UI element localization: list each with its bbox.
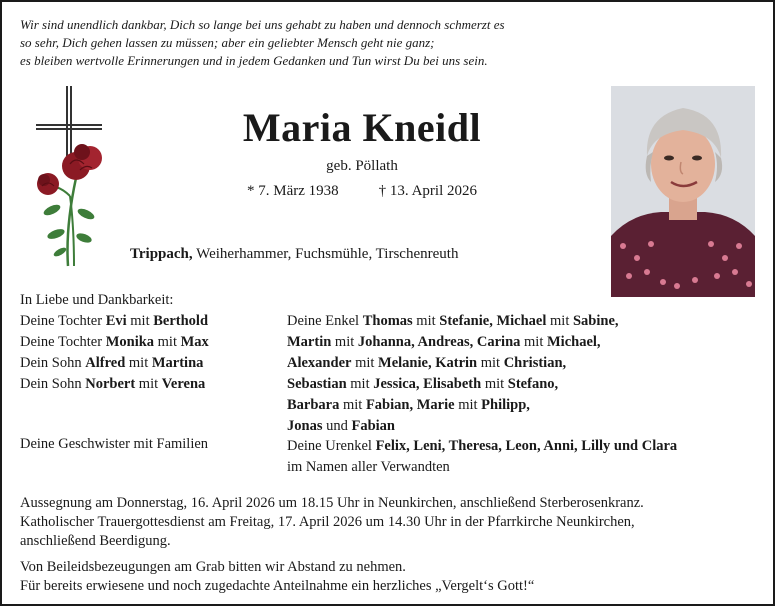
list-item xyxy=(287,311,619,332)
grandchild-name: Thomas xyxy=(362,313,413,329)
deceased-name: Maria Kneidl xyxy=(242,105,482,150)
list-item xyxy=(287,416,619,437)
poem-line: Wir sind unendlich dankbar, Dich so lange bei uns gehabt zu haben und dennoch schmerzt es xyxy=(20,17,505,32)
grandchild-name: Jessica, Elisabeth xyxy=(373,376,482,392)
joiner: mit xyxy=(130,313,150,329)
joiner: mit xyxy=(138,376,159,392)
list-item xyxy=(287,374,619,395)
life-dates xyxy=(152,183,572,200)
grandchild-name: Johanna, Andreas, Carina xyxy=(357,334,521,350)
grandchild-name: Fabian xyxy=(351,418,395,434)
grandchild-name: Jonas xyxy=(287,418,323,434)
closing-line: Für bereits erwiesene und noch zugedachte Anteilnahme ein herzliches „Vergelt‘s Gott!“ xyxy=(20,578,535,594)
death-date: † 13. April 2026 xyxy=(378,183,477,199)
grandchild-name: Stefanie, Michael xyxy=(439,313,547,329)
list-item xyxy=(287,436,677,457)
child-name: Alfred xyxy=(85,355,126,371)
birth-date: * 7. März 1938 xyxy=(247,183,339,199)
poem-line: es bleiben wertvolle Erinnerungen und in jedem Gedanken und Tun wirst Du bei uns sein. xyxy=(20,53,488,68)
grandchildren-list xyxy=(287,311,619,437)
joiner: mit xyxy=(157,334,177,350)
great-grandchildren xyxy=(287,436,677,478)
list-item xyxy=(20,374,209,395)
grandchild-name: Martin xyxy=(287,334,332,350)
ceremony-line: Katholischer Trauergottesdienst am Freitag, 17. April 2026 um 14.30 Uhr in der Pfarrkirche Neunkirchen, xyxy=(20,514,635,530)
relation-label: Deine Tochter xyxy=(20,334,103,350)
partner-name: Berthold xyxy=(153,313,209,329)
joiner: mit xyxy=(480,355,501,371)
great-grandchildren-names: Felix, Leni, Theresa, Leon, Anni, Lilly und Clara xyxy=(375,438,678,454)
list-item xyxy=(287,332,619,353)
joiner: mit xyxy=(350,376,370,392)
child-name: Norbert xyxy=(85,376,136,392)
list-item xyxy=(20,311,209,332)
children-list xyxy=(20,290,209,395)
grandchild-name: Sabine, xyxy=(572,313,619,329)
relation-label: Dein Sohn xyxy=(20,355,82,371)
closing-note xyxy=(20,558,534,596)
great-grandchildren-lead: Deine Urenkel xyxy=(287,438,372,454)
grandchild-name: Michael, xyxy=(546,334,601,350)
memorial-poem xyxy=(20,16,620,70)
grandchild-name: Christian, xyxy=(503,355,567,371)
joiner: mit xyxy=(458,397,478,413)
joiner: mit xyxy=(342,397,363,413)
list-item xyxy=(287,353,619,374)
roses-icon xyxy=(37,144,102,266)
places xyxy=(130,246,458,263)
grandchild-name: Philipp, xyxy=(481,397,530,413)
family-intro: In Liebe und Dankbarkeit: xyxy=(20,292,174,308)
closing-line: Von Beileidsbezeugungen am Grab bitten wir Abstand zu nehmen. xyxy=(20,559,406,575)
ceremony-line: Aussegnung am Donnerstag, 16. April 2026 um 18.15 Uhr in Neunkirchen, anschließend Sterberosenkranz. xyxy=(20,495,644,511)
relation-label: Deine Tochter xyxy=(20,313,103,329)
joiner: mit xyxy=(524,334,544,350)
list-item xyxy=(20,332,209,353)
grandchild-name: Melanie, Katrin xyxy=(378,355,478,371)
partner-name: Max xyxy=(180,334,209,350)
partner-name: Verena xyxy=(161,376,206,392)
list-item xyxy=(287,395,619,416)
place-main: Trippach, xyxy=(130,246,193,262)
grandchild-name: Fabian, Marie xyxy=(365,397,455,413)
birth-name: geb. Pöllath xyxy=(326,158,398,174)
list-item xyxy=(20,353,209,374)
partner-name: Martina xyxy=(151,355,204,371)
grandchildren-lead: Deine Enkel xyxy=(287,313,360,329)
cross-icon xyxy=(30,86,122,276)
portrait-photo xyxy=(611,86,755,297)
grandchild-name: Stefano, xyxy=(507,376,559,392)
joiner: mit xyxy=(416,313,436,329)
grandchild-name: Sebastian xyxy=(287,376,347,392)
joiner: und xyxy=(326,418,348,434)
child-name: Evi xyxy=(105,313,127,329)
joiner: mit xyxy=(355,355,375,371)
ceremony-info xyxy=(20,494,644,551)
joiner: mit xyxy=(484,376,505,392)
grandchild-name: Alexander xyxy=(287,355,352,371)
poem-line: so sehr, Dich gehen lassen zu müssen; aber ein geliebter Mensch geht nie ganz; xyxy=(20,35,435,50)
relatives-line: im Namen aller Verwandten xyxy=(287,459,450,475)
ceremony-line: anschließend Beerdigung. xyxy=(20,533,171,549)
grandchild-name: Barbara xyxy=(287,397,340,413)
place-others: Weiherhammer, Fuchsmühle, Tirschenreuth xyxy=(192,246,459,262)
relation-label: Dein Sohn xyxy=(20,376,82,392)
joiner: mit xyxy=(128,355,149,371)
siblings: Deine Geschwister mit Familien xyxy=(20,436,209,452)
joiner: mit xyxy=(550,313,570,329)
joiner: mit xyxy=(334,334,355,350)
child-name: Monika xyxy=(105,334,155,350)
